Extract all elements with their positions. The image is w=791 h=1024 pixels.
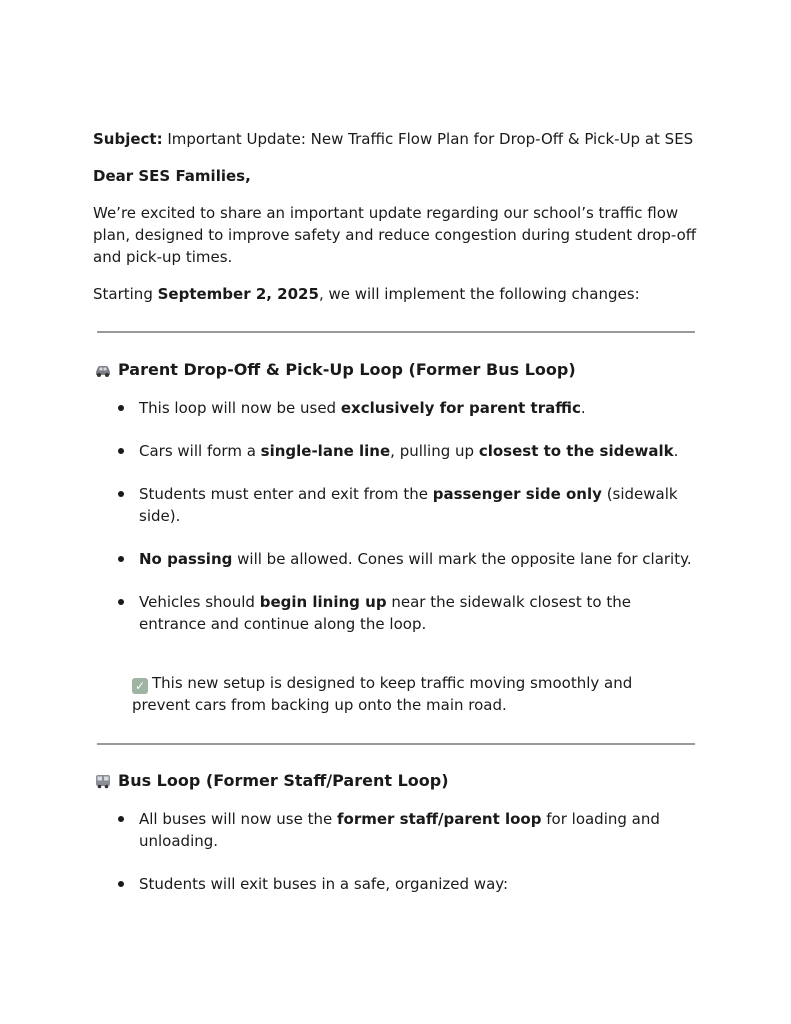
list-item: Students must enter and exit from the passenger side only (sidewalk side). <box>115 483 699 527</box>
section-title: Parent Drop-Off & Pick-Up Loop (Former Bus Loop) <box>118 360 576 379</box>
section-heading-bus-loop <box>93 770 449 792</box>
starting-paragraph: Starting September 2, 2025, we will implement the following changes: <box>93 285 640 303</box>
note-paragraph: ✓ This new setup is designed to keep traffic moving smoothly and prevent cars from backing up onto the main road. <box>132 674 633 714</box>
list-item: All buses will now use the former staff/parent loop for loading and unloading. <box>115 808 699 852</box>
bus-icon <box>93 771 113 791</box>
divider <box>97 331 695 333</box>
start-date: September 2, 2025 <box>157 285 319 303</box>
divider <box>97 743 695 745</box>
checkmark-icon: ✓ <box>132 678 148 694</box>
list-item: Students will exit buses in a safe, organized way: <box>115 873 699 895</box>
subject-text: Important Update: New Traffic Flow Plan for Drop-Off & Pick-Up at SES <box>162 130 694 148</box>
intro-paragraph: We’re excited to share an important update regarding our school’s traffic flow plan, designed to improve safety and reduce congestion during student drop-off and pick-up times. <box>93 204 697 266</box>
list-item: This loop will now be used exclusively for parent traffic. <box>115 397 699 419</box>
list-item: Cars will form a single-lane line, pulling up closest to the sidewalk. <box>115 440 699 462</box>
section-title: Bus Loop (Former Staff/Parent Loop) <box>118 771 449 790</box>
subject-line <box>93 128 703 150</box>
section-heading-parent-loop <box>93 359 576 381</box>
list-item: No passing will be allowed. Cones will mark the opposite lane for clarity. <box>115 548 699 570</box>
list-item: Vehicles should begin lining up near the sidewalk closest to the entrance and continue along the loop. <box>115 591 699 635</box>
greeting: Dear SES Families, <box>93 167 251 185</box>
car-icon <box>93 360 113 380</box>
subject-label: Subject: <box>93 130 163 148</box>
